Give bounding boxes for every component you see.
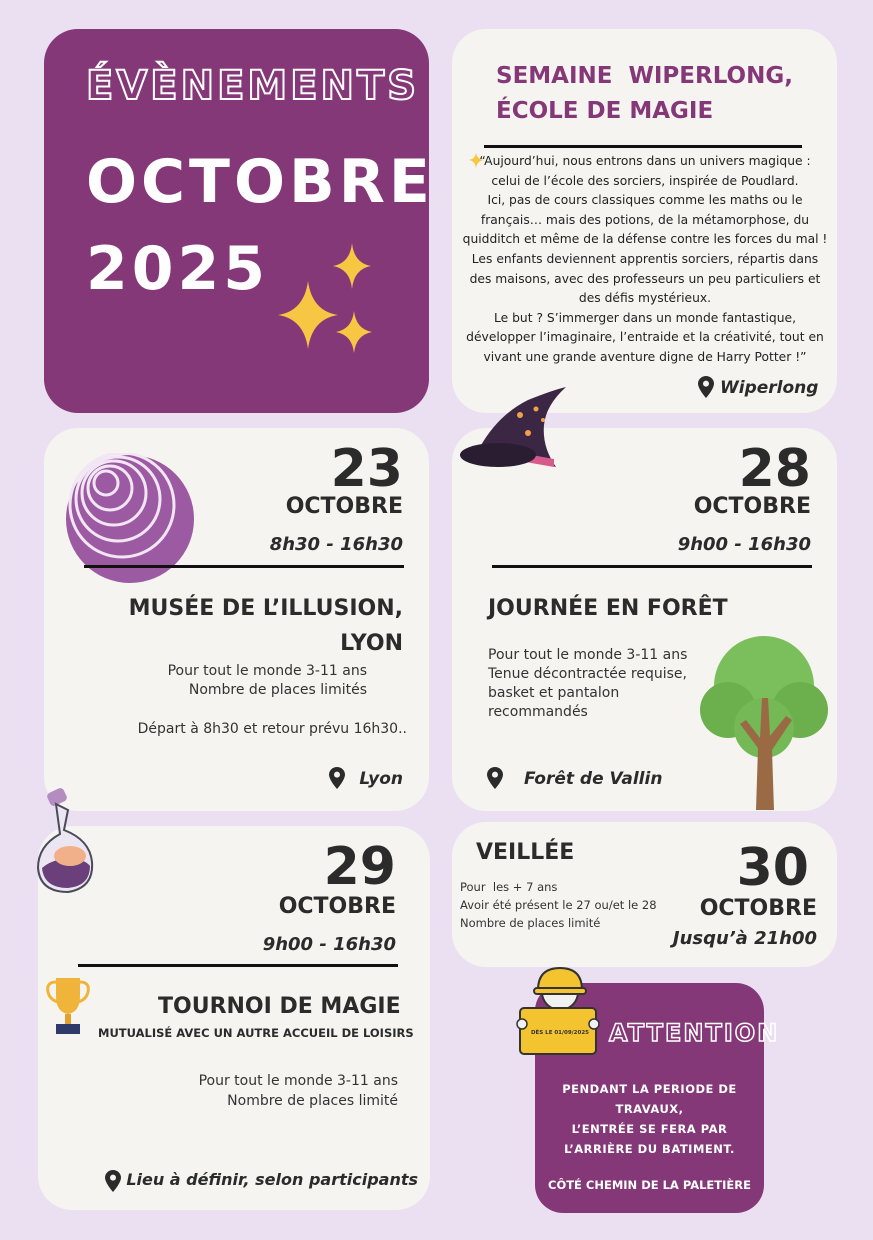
event-audience: Pour tout le monde 3-11 ans (488, 647, 688, 663)
intro-line: quidditch et même de la défense contre les forces du mal ! (462, 232, 828, 247)
map-pin-icon (105, 1170, 121, 1192)
event-location: Forêt de Vallin (524, 769, 663, 789)
intro-line: “Aujourd’hui, nous entrons dans un univers magique : (479, 154, 811, 168)
attention-address: CÔTÉ CHEMIN DE LA PALETIÈRE (548, 1178, 751, 1192)
event-places: Nombre de places limité (460, 916, 601, 930)
intro-line: vivant une grande aventure digne de Harry Potter !” (483, 349, 807, 364)
events-label: ÉVÈNEMENTS (86, 63, 420, 109)
event-title: JOURNÉE EN FORÊT (488, 596, 728, 621)
event-places: Nombre de places limités (188, 682, 367, 698)
intro-location: Wiperlong (720, 378, 819, 398)
event-title: VEILLÉE (476, 840, 575, 865)
map-pin-icon (329, 767, 345, 789)
tree-icon (700, 628, 828, 810)
worker-helmet-icon (514, 964, 602, 1058)
event-condition: Avoir été présent le 27 ou/et le 28 (460, 898, 657, 912)
intro-line: développer l’imaginaire, l’entraide et la créativité, tout en (466, 330, 824, 345)
event-subtitle: MUTUALISÉ AVEC UN AUTRE ACCUEIL DE LOISIRS (98, 1026, 414, 1040)
attention-line: PENDANT LA PERIODE DE (562, 1082, 737, 1096)
header-card (44, 29, 434, 413)
event-audience: Pour les + 7 ans (460, 880, 558, 894)
event-day: 30 (736, 838, 809, 898)
intro-line: Ici, pas de cours classiques comme les maths ou le (487, 193, 803, 208)
event-month: OCTOBRE (699, 896, 817, 921)
intro-title-line1: SEMAINE WIPERLONG, (496, 63, 793, 89)
event-audience: Pour tout le monde 3-11 ans (198, 1073, 398, 1089)
intro-text (460, 152, 830, 368)
event-day: 28 (738, 439, 811, 499)
event-audience: Pour tout le monde 3-11 ans (167, 663, 367, 679)
attention-line: TRAVAUX, (615, 1102, 684, 1116)
event-hours: 9h00 - 16h30 (677, 534, 811, 555)
event-location: Lyon (359, 769, 403, 789)
intro-line: celui de l’école des sorciers, inspirée de Poudlard. (491, 173, 799, 188)
intro-line: des maisons, avec des professeurs un peu particuliers et (469, 271, 821, 286)
attention-text (535, 1079, 764, 1159)
sign-text: DÈS LE 01/09/2025 (530, 1030, 589, 1036)
event-dress-code: Tenue décontractée requise, (488, 666, 687, 682)
event-month: OCTOBRE (278, 894, 396, 919)
map-pin-icon (698, 376, 714, 398)
trophy-icon (44, 974, 92, 1038)
event-dress-code-2: basket et pantalon (488, 685, 620, 701)
event-month: OCTOBRE (693, 494, 811, 519)
event-rule (78, 964, 398, 967)
intro-line: Les enfants deviennent apprentis sorciers, répartis dans (471, 251, 819, 266)
intro-card (452, 29, 837, 413)
event-card-23 (44, 428, 429, 811)
event-title: TOURNOI DE MAGIE (158, 994, 401, 1019)
event-day: 23 (330, 439, 403, 499)
intro-rule (484, 145, 802, 148)
event-month: OCTOBRE (285, 494, 403, 519)
event-title-line2: LYON (340, 631, 403, 656)
potion-icon (34, 788, 112, 896)
event-hours: 8h30 - 16h30 (269, 534, 403, 555)
event-rule (492, 565, 812, 568)
sparkles-icon (276, 241, 376, 366)
intro-line: français… mais des potions, de la métamorphose, du (480, 212, 810, 227)
event-rule (84, 565, 404, 568)
event-location: Lieu à définir, selon participants (126, 1170, 418, 1189)
month-title: OCTOBRE (86, 147, 434, 217)
event-card-28 (452, 428, 837, 811)
map-pin-icon (487, 767, 503, 789)
event-title-line1: MUSÉE DE L’ILLUSION, (128, 596, 403, 621)
intro-title-line2: ÉCOLE DE MAGIE (496, 98, 714, 124)
event-day: 29 (323, 837, 396, 897)
event-card-30 (452, 822, 837, 967)
attention-title: ATTENTION (609, 1019, 780, 1047)
event-places: Nombre de places limité (227, 1093, 398, 1109)
event-dress-code-3: recommandés (488, 704, 588, 720)
event-departure: Départ à 8h30 et retour prévu 16h30.. (137, 721, 407, 737)
wizard-hat-icon (458, 385, 573, 480)
intro-line: Le but ? S’immerger dans un monde fantastique, (494, 310, 796, 325)
attention-line: L’ENTRÉE SE FERA PAR (571, 1122, 728, 1136)
event-hours: Jusqu’à 21h00 (672, 928, 817, 949)
event-hours: 9h00 - 16h30 (262, 934, 396, 955)
attention-line: L’ARRIÈRE DU BATIMENT. (564, 1142, 735, 1156)
intro-line: des défis mystérieux. (578, 291, 712, 306)
year-title: 2025 (86, 234, 269, 304)
